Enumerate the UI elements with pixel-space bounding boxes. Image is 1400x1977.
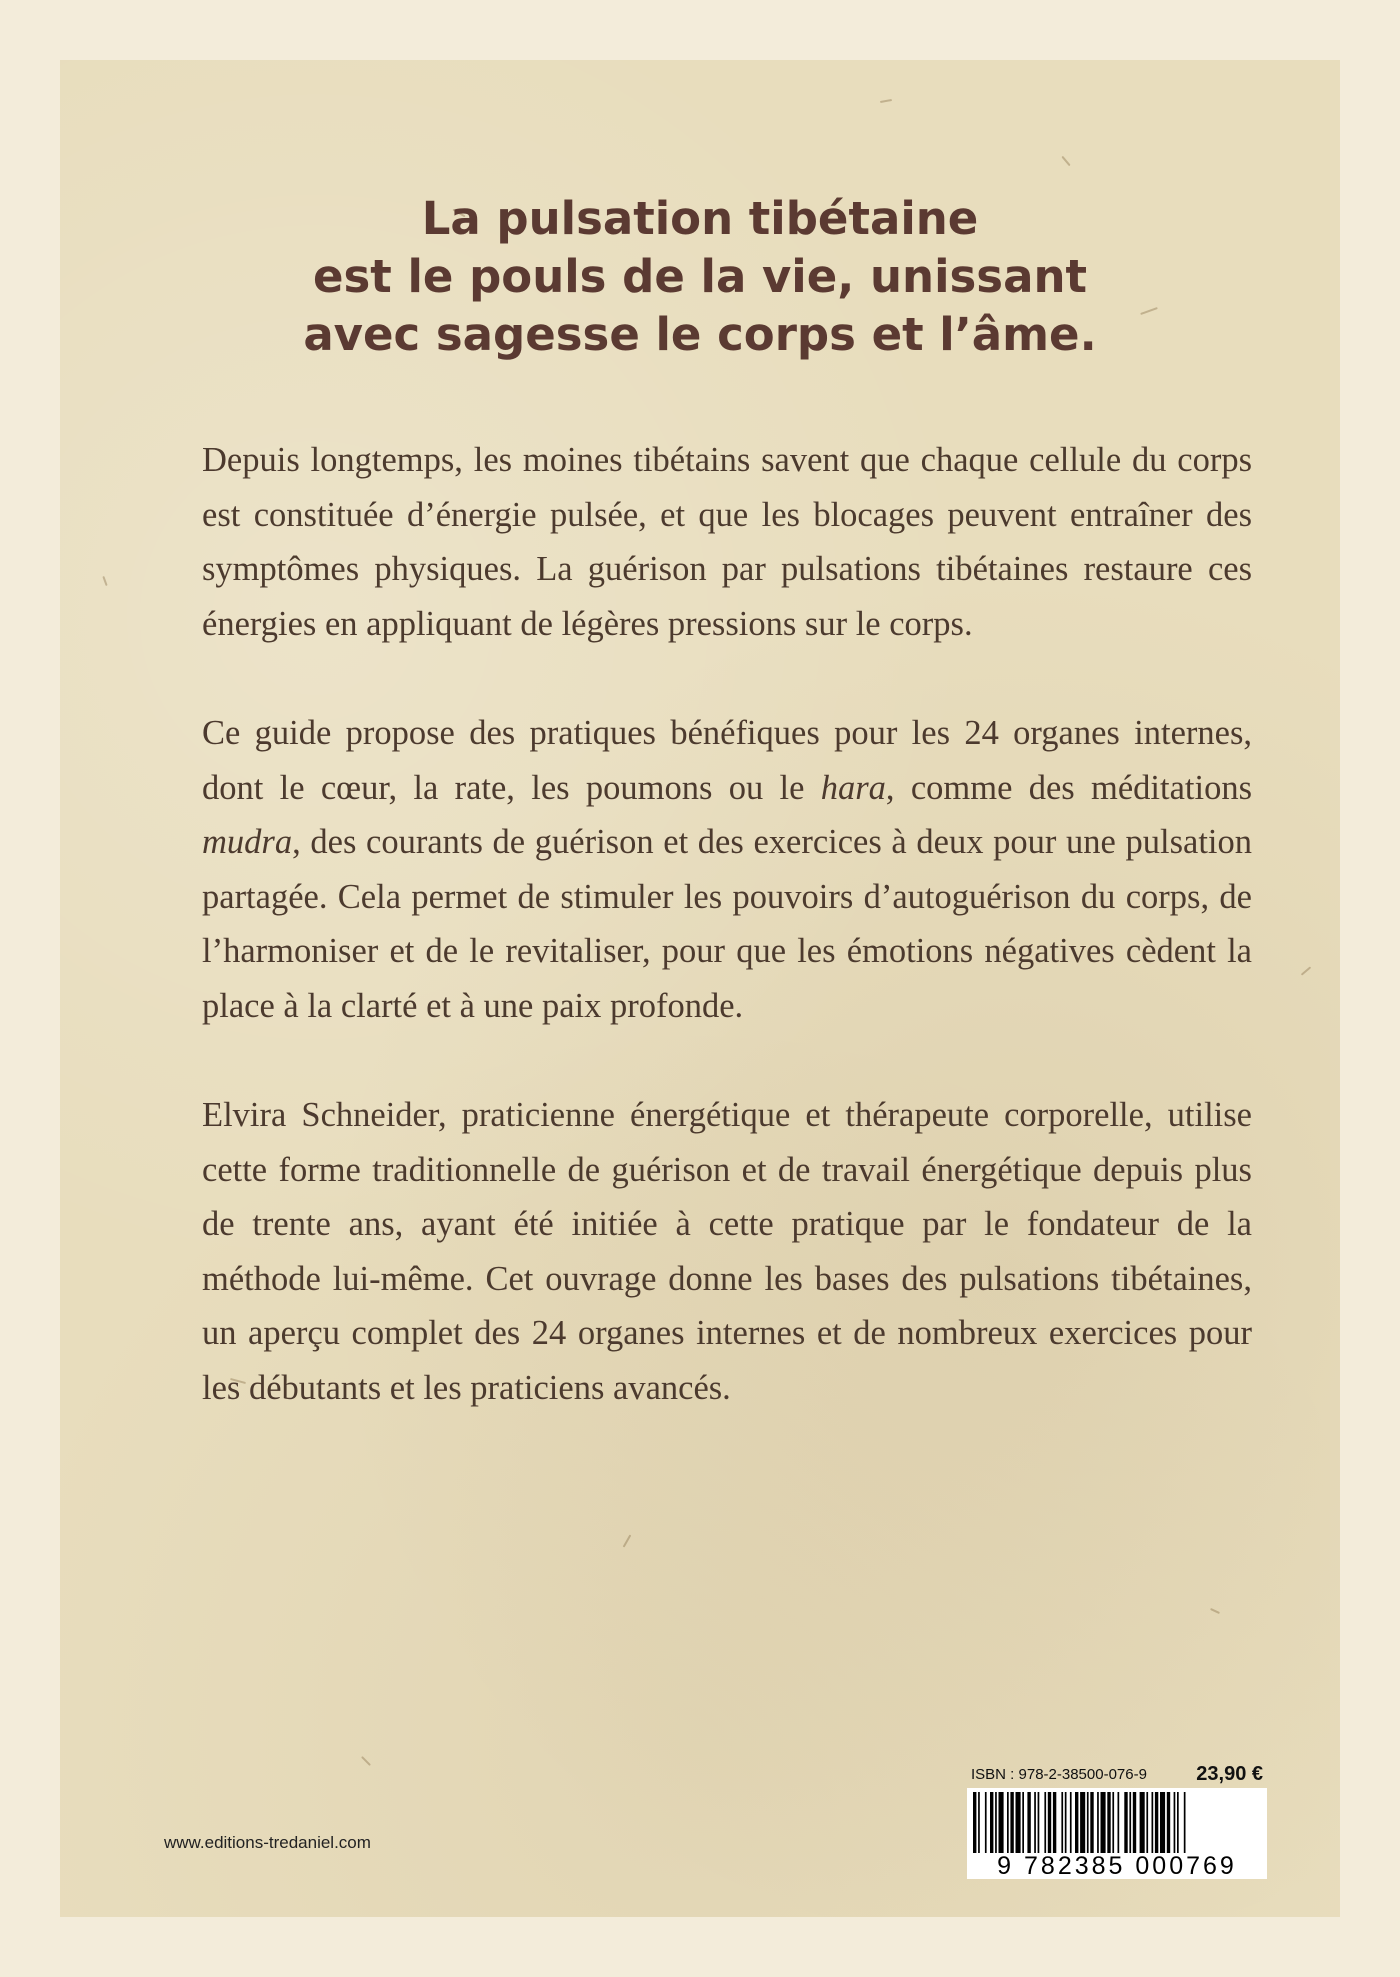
back-cover	[60, 60, 1340, 1917]
barcode-bars	[967, 1788, 1267, 1853]
publisher-website[interactable]: www.editions-tredaniel.com	[164, 1833, 371, 1852]
barcode-bar	[1160, 1792, 1165, 1853]
isbn-price-line	[967, 1763, 1267, 1785]
barcode-bar	[1177, 1792, 1179, 1853]
barcode-bar	[1152, 1792, 1154, 1853]
blurb-paragraph-3: Elvira Schneider, praticienne énergétique et thérapeute corporelle, utilise cette forme traditionnelle de guérison et de travail énergétique depuis plus de trente ans, ayant été initiée à cette pratique par le fondateur de la méthode lui-même. Cet ouvrage donne les bases des pulsations tibétaines, un aperçu complet des 24 organes internes et de nombreux exercices pour les débutants et les praticiens avancés.	[202, 1096, 1252, 1407]
barcode-bar	[1118, 1792, 1120, 1853]
barcode-bar	[1133, 1792, 1136, 1853]
barcode-bar	[1146, 1792, 1148, 1853]
barcode-bar	[1124, 1792, 1127, 1853]
blurb-emphasis-hara: hara	[820, 768, 886, 807]
barcode-bar	[1016, 1792, 1021, 1853]
barcode-bar	[978, 1792, 980, 1853]
barcode-bar	[1022, 1792, 1024, 1853]
tagline-line-3: avec sagesse le corps et l’âme.	[303, 308, 1097, 361]
barcode-bar	[1034, 1792, 1036, 1853]
isbn-number: ISBN : 978-2-38500-076-9	[971, 1766, 1147, 1783]
barcode-bar	[1140, 1792, 1145, 1853]
barcode-bar	[1070, 1792, 1072, 1853]
barcode-bar	[1087, 1792, 1089, 1853]
barcode-bar	[1101, 1792, 1106, 1853]
barcode-bar	[1061, 1792, 1063, 1853]
barcode-bar	[973, 1792, 976, 1853]
blurb-paragraph-2-text: , des courants de guérison et des exercices à deux pour une pulsation partagée. Cela permet de stimuler les pouvoirs d’autoguérison du corps, de l’harmoniser et de le revitaliser, pour que les émotions négatives cèdent la place à la clarté et à une paix profonde.	[202, 823, 1252, 1025]
barcode-bar	[1155, 1792, 1158, 1853]
barcode-bar	[1048, 1792, 1051, 1853]
barcode-bar	[1107, 1792, 1110, 1853]
paper-fiber	[1210, 1608, 1220, 1614]
blurb-paragraph-2	[202, 706, 1252, 1033]
barcode-bar	[1007, 1792, 1009, 1853]
barcode-bar	[1065, 1792, 1067, 1853]
blurb-paragraph-2-text: , comme des méditations	[885, 768, 1253, 807]
tagline-line-2: est le pouls de la vie, unissant	[312, 250, 1087, 303]
blurb-paragraph-1: Depuis longtemps, les moines tibétains savent que chaque cellule du corps est constituée d’énergie pulsée, et que les blocages peuvent entraîner des symptômes physiques. La guérison par pulsations tibétaines restaure ces énergies en appliquant de légères pressions sur le corps.	[202, 441, 1252, 643]
barcode-bar	[1027, 1792, 1030, 1853]
barcode	[967, 1788, 1267, 1879]
paper-fiber	[880, 99, 892, 103]
blurb-emphasis-mudra: mudra	[202, 823, 293, 861]
paper-fiber	[361, 1756, 371, 1766]
barcode-bar	[985, 1792, 987, 1853]
blurb-paragraph-2-text: Ce guide propose des pratiques bénéfiques pour les 24 organes internes, dont le cœur, la rate, les poumons ou le	[202, 714, 1252, 807]
tagline	[60, 190, 1340, 364]
barcode-bar	[1044, 1792, 1046, 1853]
barcode-bar	[990, 1792, 993, 1853]
paper-fiber	[1061, 156, 1070, 166]
barcode-bar	[1167, 1792, 1170, 1853]
barcode-bar	[1184, 1792, 1186, 1853]
barcode-bar	[1075, 1792, 1078, 1853]
barcode-bar	[999, 1792, 1004, 1853]
tagline-line-1: La pulsation tibétaine	[421, 192, 979, 245]
barcode-bar	[1097, 1792, 1099, 1853]
barcode-bar	[1174, 1792, 1176, 1853]
barcode-bar	[1090, 1792, 1093, 1853]
barcode-bar	[995, 1792, 997, 1853]
price: 23,90 €	[1196, 1763, 1263, 1785]
barcode-digits: 9 782385 000769	[997, 1852, 1237, 1880]
isbn-barcode-block	[967, 1763, 1267, 1879]
barcode-bar	[1129, 1792, 1131, 1853]
paper-fiber	[623, 1534, 632, 1547]
barcode-bar	[1010, 1792, 1013, 1853]
paper-fiber	[1301, 966, 1311, 975]
paper-fiber	[102, 576, 107, 586]
barcode-bar	[1038, 1792, 1040, 1853]
blurb	[202, 433, 1252, 1415]
barcode-bar	[1053, 1792, 1056, 1853]
barcode-bar	[1080, 1792, 1085, 1853]
barcode-bar	[1112, 1792, 1114, 1853]
